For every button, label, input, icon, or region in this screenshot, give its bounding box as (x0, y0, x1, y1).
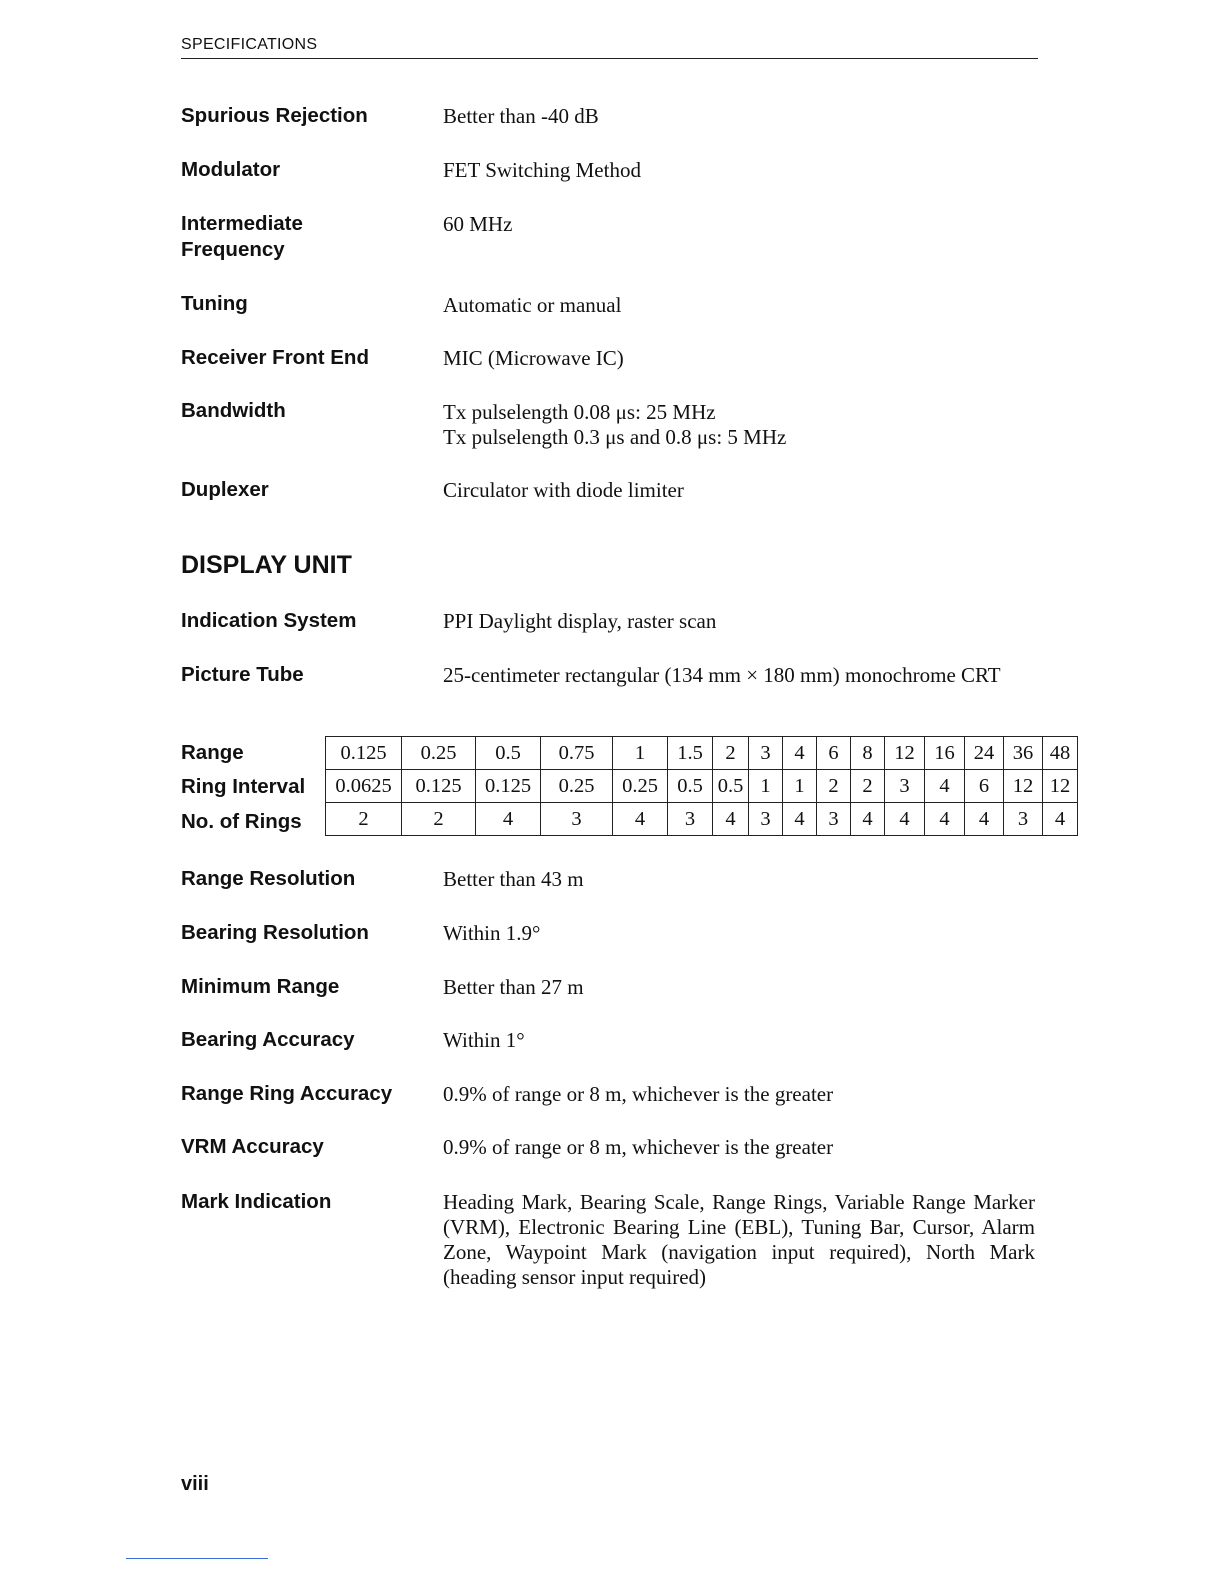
ring-interval-cell: 0.5 (713, 770, 749, 803)
ring-interval-cell: 1 (749, 770, 783, 803)
table-row-ring-interval (326, 770, 1078, 803)
spec-label-mark-indication: Mark Indication (181, 1190, 332, 1213)
num-rings-cell: 4 (885, 803, 925, 836)
ring-interval-cell: 0.25 (541, 770, 613, 803)
ring-interval-cell: 0.5 (668, 770, 713, 803)
table-row-label-ring-interval: Ring Interval (181, 775, 306, 798)
spec-value-receiver-front-end: MIC (Microwave IC) (443, 346, 624, 370)
ring-interval-cell: 4 (925, 770, 965, 803)
range-cell: 12 (885, 737, 925, 770)
spec-label-indication-system: Indication System (181, 609, 357, 632)
range-cell: 0.75 (541, 737, 613, 770)
range-table (325, 736, 1078, 836)
range-cell: 2 (713, 737, 749, 770)
spec-label-bandwidth: Bandwidth (181, 399, 286, 422)
range-cell: 0.25 (402, 737, 476, 770)
num-rings-cell: 3 (541, 803, 613, 836)
spec-label-receiver-front-end: Receiver Front End (181, 346, 369, 369)
range-cell: 16 (925, 737, 965, 770)
spec-value-duplexer: Circulator with diode limiter (443, 478, 684, 502)
ring-interval-cell: 3 (885, 770, 925, 803)
ring-interval-cell: 6 (965, 770, 1004, 803)
table-row-range (326, 737, 1078, 770)
spec-label-range-resolution: Range Resolution (181, 867, 356, 890)
spec-label-vrm-accuracy: VRM Accuracy (181, 1135, 324, 1158)
spec-value-minimum-range: Better than 27 m (443, 975, 584, 999)
range-cell: 6 (817, 737, 851, 770)
range-cell: 1.5 (668, 737, 713, 770)
page-header: SPECIFICATIONS (181, 36, 1038, 59)
spec-label-bearing-resolution: Bearing Resolution (181, 921, 369, 944)
ring-interval-cell: 0.25 (613, 770, 668, 803)
ring-interval-cell: 12 (1004, 770, 1043, 803)
range-cell: 36 (1004, 737, 1043, 770)
range-cell: 24 (965, 737, 1004, 770)
range-cell: 0.5 (476, 737, 541, 770)
range-cell: 1 (613, 737, 668, 770)
spec-value-bearing-resolution: Within 1.9° (443, 921, 541, 945)
ring-interval-cell: 0.125 (476, 770, 541, 803)
spec-label-picture-tube: Picture Tube (181, 663, 304, 686)
range-cell: 4 (783, 737, 817, 770)
spec-label-intermediate-frequency: Intermediate Frequency (181, 212, 303, 261)
table-row-num-rings (326, 803, 1078, 836)
ring-interval-cell: 0.0625 (326, 770, 402, 803)
num-rings-cell: 4 (713, 803, 749, 836)
spec-value-vrm-accuracy: 0.9% of range or 8 m, whichever is the greater (443, 1135, 834, 1159)
spec-value-indication-system: PPI Daylight display, raster scan (443, 609, 717, 633)
spec-label-tuning: Tuning (181, 292, 248, 315)
num-rings-cell: 4 (476, 803, 541, 836)
spec-value-mark-indication: Heading Mark, Bearing Scale, Range Rings, Variable Range Marker (VRM), Electronic Bearing Line (EBL), Tuning Bar, Cursor, Alarm Zone, Waypoint Mark (navigation input required), North Mark (heading sensor input required) (443, 1190, 1035, 1289)
range-cell: 8 (851, 737, 885, 770)
spec-label-minimum-range: Minimum Range (181, 975, 340, 998)
page-number: viii (181, 1473, 209, 1495)
num-rings-cell: 2 (402, 803, 476, 836)
spec-value-spurious-rejection: Better than -40 dB (443, 104, 599, 128)
num-rings-cell: 3 (1004, 803, 1043, 836)
num-rings-cell: 4 (925, 803, 965, 836)
spec-value-bandwidth-line-2: Tx pulselength 0.3 μs and 0.8 μs: 5 MHz (443, 425, 787, 449)
num-rings-cell: 2 (326, 803, 402, 836)
spec-value-bearing-accuracy: Within 1° (443, 1028, 525, 1052)
ring-interval-cell: 0.125 (402, 770, 476, 803)
spec-label-duplexer: Duplexer (181, 478, 269, 501)
ring-interval-cell: 12 (1043, 770, 1078, 803)
spec-value-intermediate-frequency: 60 MHz (443, 212, 513, 236)
spec-value-bandwidth-line-1: Tx pulselength 0.08 μs: 25 MHz (443, 400, 716, 424)
num-rings-cell: 4 (783, 803, 817, 836)
spec-value-tuning: Automatic or manual (443, 293, 622, 317)
num-rings-cell: 3 (749, 803, 783, 836)
num-rings-cell: 3 (668, 803, 713, 836)
ring-interval-cell: 1 (783, 770, 817, 803)
ring-interval-cell: 2 (851, 770, 885, 803)
spec-label-modulator: Modulator (181, 158, 281, 181)
num-rings-cell: 4 (851, 803, 885, 836)
spec-value-range-resolution: Better than 43 m (443, 867, 584, 891)
table-row-label-num-rings: No. of Rings (181, 810, 302, 833)
num-rings-cell: 3 (817, 803, 851, 836)
num-rings-cell: 4 (613, 803, 668, 836)
num-rings-cell: 4 (1043, 803, 1078, 836)
bottom-divider (126, 1558, 268, 1559)
range-cell: 3 (749, 737, 783, 770)
range-cell: 0.125 (326, 737, 402, 770)
table-row-label-range: Range (181, 741, 244, 764)
spec-label-range-ring-accuracy: Range Ring Accuracy (181, 1082, 393, 1105)
spec-label-bearing-accuracy: Bearing Accuracy (181, 1028, 355, 1051)
ring-interval-cell: 2 (817, 770, 851, 803)
section-title-display-unit: DISPLAY UNIT (181, 551, 352, 579)
spec-value-modulator: FET Switching Method (443, 158, 641, 182)
num-rings-cell: 4 (965, 803, 1004, 836)
spec-value-picture-tube: 25-centimeter rectangular (134 mm × 180 mm) monochrome CRT (443, 663, 1001, 687)
spec-value-range-ring-accuracy: 0.9% of range or 8 m, whichever is the greater (443, 1082, 834, 1106)
spec-label-spurious-rejection: Spurious Rejection (181, 104, 368, 127)
range-cell: 48 (1043, 737, 1078, 770)
